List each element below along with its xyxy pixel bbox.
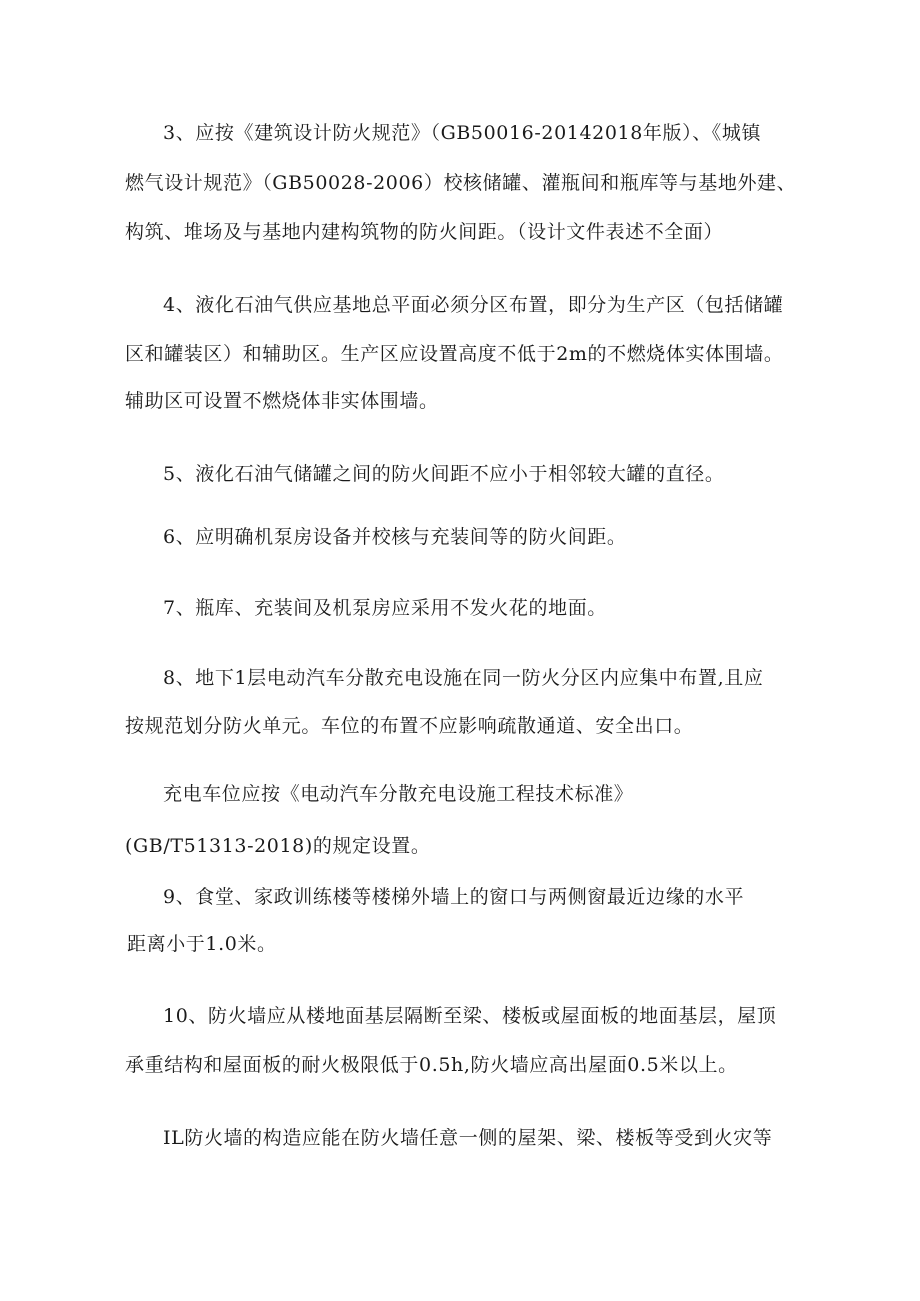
text-line: 充电车位应按《电动汽车分散充电设施工程技术标准》 [163, 783, 634, 805]
text-line: 7、瓶库、充装间及机泵房应采用不发火花的地面。 [163, 597, 607, 619]
text-line: 区和罐装区）和辅助区。生产区应设置高度不低于2m的不燃烧体实体围墙。 [125, 343, 784, 365]
text-line: 辅助区可设置不燃烧体非实体围墙。 [125, 390, 439, 412]
text-line: 承重结构和屋面板的耐火极限低于0.5h,防火墙应高出屋面0.5米以上。 [125, 1054, 738, 1076]
text-line: 距离小于1.0米。 [127, 933, 277, 955]
text-line: 5、液化石油气储罐之间的防火间距不应小于相邻较大罐的直径。 [163, 463, 725, 485]
text-line: 8、地下1层电动汽车分散充电设施在同一防火分区内应集中布置,且应 [163, 667, 764, 689]
text-line: 3、应按《建筑设计防火规范》（GB50016-20142018年版）、《城镇 [163, 122, 762, 144]
text-line: (GB/T51313-2018)的规定设置。 [125, 835, 431, 857]
text-line: 燃气设计规范》（GB50028-2006）校核储罐、灌瓶间和瓶库等与基地外建、 [125, 172, 797, 194]
text-line: 9、食堂、家政训练楼等楼梯外墙上的窗口与两侧窗最近边缘的水平 [163, 886, 745, 908]
text-line: 4、液化石油气供应基地总平面必须分区布置，即分为生产区（包括储罐 [163, 294, 784, 316]
text-line: 构筑、堆场及与基地内建构筑物的防火间距。（设计文件表述不全面） [125, 221, 724, 243]
text-line: IL防火墙的构造应能在防火墙任意一侧的屋架、梁、楼板等受到火灾等 [163, 1127, 773, 1149]
text-line: 6、应明确机泵房设备并校核与充装间等的防火间距。 [163, 526, 627, 548]
text-line: 10、防火墙应从楼地面基层隔断至梁、楼板或屋面板的地面基层，屋顶 [163, 1005, 777, 1027]
text-line: 按规范划分防火单元。车位的布置不应影响疏散通道、安全出口。 [125, 715, 694, 737]
